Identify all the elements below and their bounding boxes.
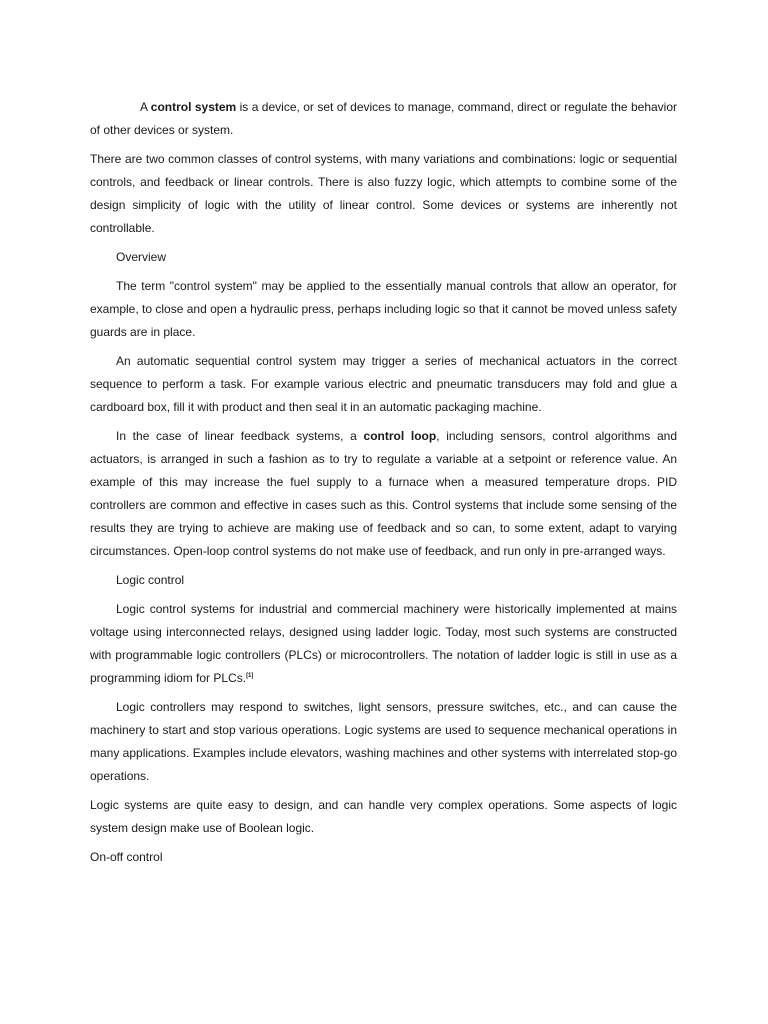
paragraph-linear-feedback <box>90 425 677 563</box>
heading-overview: Overview <box>116 250 167 264</box>
paragraph-intro <box>90 96 677 142</box>
feedback-post: , including sensors, control algorithms and actuators, is arranged in such a fashion as to try to regulate a variable at a setpoint or reference value. An example of this may increase the fuel supply to a furnace when a measured temperature drops. PID controllers are common and effective in cases such as this. Control systems that include some sensing of the results they are trying to achieve are making use of feedback and so can, to some extent, adapt to varying circumstances. Open-loop control systems do not make use of feedback, and run only in pre-arranged ways. <box>90 429 678 558</box>
paragraph-sequential-control: An automatic sequential control system may trigger a series of mechanical actuators in the correct sequence to perform a task. For example various electric and pneumatic transducers may fold and glue a cardboard box, fill it with product and then seal it in an automatic packaging machine. <box>90 354 677 414</box>
paragraph-manual-controls: The term "control system" may be applied to the essentially manual controls that allow an operator, for example, to close and open a hydraulic press, perhaps including logic so that it cannot be moved unless safety guards are in place. <box>90 279 678 339</box>
heading-on-off-control: On-off control <box>90 850 163 864</box>
intro-post: is a device, or set of devices to manage, command, direct or regulate the behavior of other devices or system. <box>90 100 677 137</box>
paragraph-logic-controllers: Logic controllers may respond to switches, light sensors, pressure switches, etc., and can cause the machinery to start and stop various operations. Logic systems are used to sequence mechanical operations in many applications. Examples include elevators, washing machines and other systems with interrelated stop-go operations. <box>90 700 677 783</box>
paragraph-logic-systems <box>90 598 677 690</box>
reference-1[interactable]: [1] <box>246 673 254 679</box>
term-control-loop: control loop <box>363 429 437 443</box>
intro-pre: A <box>140 100 151 114</box>
document-body <box>90 96 677 875</box>
heading-logic-control: Logic control <box>116 573 185 587</box>
feedback-pre: In the case of linear feedback systems, a <box>116 429 364 443</box>
term-control-system: control system <box>150 100 237 114</box>
paragraph-logic-design: Logic systems are quite easy to design, and can handle very complex operations. Some aspects of logic system design make use of Boolean logic. <box>90 798 677 835</box>
logic-systems-text: Logic control systems for industrial and commercial machinery were historically implemented at mains voltage using interconnected relays, designed using ladder logic. Today, most such systems are constructed with programmable logic controllers (PLCs) or microcontrollers. The notation of ladder logic is still in use as a programming idiom for PLCs. <box>90 602 677 685</box>
paragraph-classes: There are two common classes of control systems, with many variations and combinations: logic or sequential controls, and feedback or linear controls. There is also fuzzy logic, which attempts to combine some of the design simplicity of logic with the utility of linear control. Some devices or systems are inherently not controllable. <box>90 152 677 235</box>
